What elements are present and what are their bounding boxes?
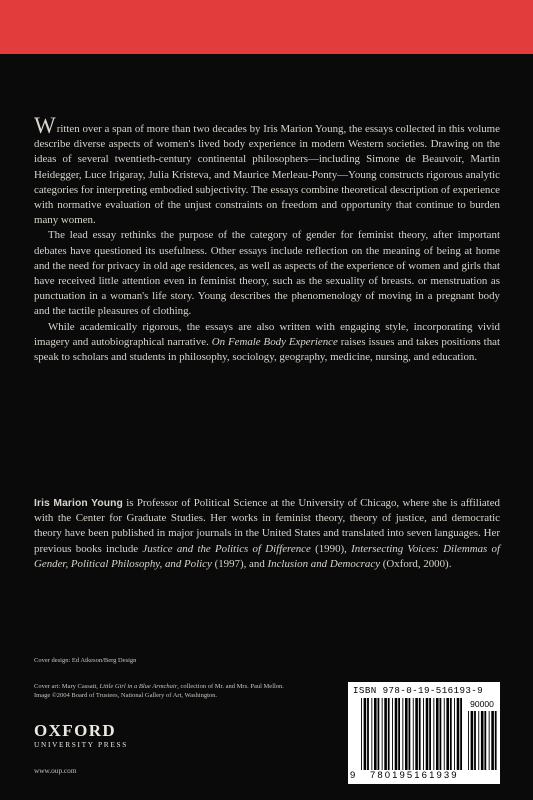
publisher-logo-main: OXFORD bbox=[34, 721, 117, 740]
publisher-logo-sub: UNIVERSITY PRESS bbox=[34, 740, 129, 749]
description-paragraph-2: The lead essay rethinks the purpose of the category of gender for feminist theory, after important debates have questioned its usefulness. Other essays include reflection on the meaning of being at home and the need for privacy in old age residences, as well as aspects of the experience of women and girls that have received little attention even in feminist theory, such as the sexuality of breasts. or menstruation as punctuation in a woman's life story. Young describes the phenomenology of moving in a pregnant body and the tactile pleasures of clothing. bbox=[34, 229, 500, 318]
barcode-first-digit: 9 bbox=[350, 770, 356, 781]
publisher-logo bbox=[34, 722, 128, 750]
cover-art-credit: Cover art: Mary Cassatt, Little Girl in a Blue Armchair, collection of Mr. and Mrs. Paul Mellon. Image ©2004 Board of Trustees, National Gallery of Art, Washington. bbox=[34, 683, 284, 700]
book-title: On Female Body Experience bbox=[211, 335, 338, 348]
description-paragraph-3: While academically rigorous, the essays are also written with engaging style, incorporating vivid imagery and autobiographical narrative. On Female Body Experience raises issues and takes positions that speak to scholars and students in philosophy, sociology, geography, medicine, nursing, and education. bbox=[34, 320, 500, 364]
author-name: Iris Marion Young bbox=[34, 498, 123, 509]
description-paragraph-1: Written over a span of more than two decades by Iris Marion Young, the essays collected in this volume describe diverse aspects of women's lived body experience in modern Western societies. Drawing on the ideas of several twentieth-century continental philosophers—including Simone de Beauvoir, Martin Heidegger, Luce Irigaray, Julia Kristeva, and Maurice Merleau-Ponty—Young constructs rigorous analytic categories for interpreting embodied subjectivity. The essays combine theoretical description of experience with normative evaluation of the unjust constraints on freedom and opportunity that continue to burden many women. bbox=[34, 113, 501, 227]
top-color-band bbox=[0, 0, 533, 54]
barcode-addon-digits: 90000 bbox=[470, 699, 494, 709]
description bbox=[34, 113, 501, 365]
barcode-icon bbox=[348, 682, 500, 784]
previous-book-3: Inclusion and Democracy bbox=[267, 557, 381, 570]
publisher-website: www.oup.com bbox=[34, 766, 77, 775]
barcode-digits: 780195161939 bbox=[370, 770, 459, 781]
previous-book-1: Justice and the Politics of Difference bbox=[142, 542, 311, 555]
author-bio: Iris Marion Young is Professor of Political Science at the University of Chicago, where she is affiliated with the Center for Graduate Studies. Her works in feminist theory, theory of justice, and democratic theory have been published in major journals in the United States and translated into seven languages. Her previous books include Justice and the Politics of Difference (1990), Intersecting Voices: Dilemmas of Gender, Political Philosophy, and Policy (1997), and Inclusion and Democracy (Oxford, 2000). bbox=[34, 497, 501, 570]
cover-design-credit: Cover design: Ed Atkeson/Berg Design bbox=[34, 657, 137, 664]
drop-cap: W bbox=[34, 113, 56, 138]
isbn-barcode bbox=[348, 682, 500, 784]
isbn-label: ISBN 978-0-19-516193-9 bbox=[353, 685, 484, 696]
previous-book-2: Intersecting Voices: Dilemmas of Gender, Political Philosophy, and Policy bbox=[34, 542, 501, 570]
